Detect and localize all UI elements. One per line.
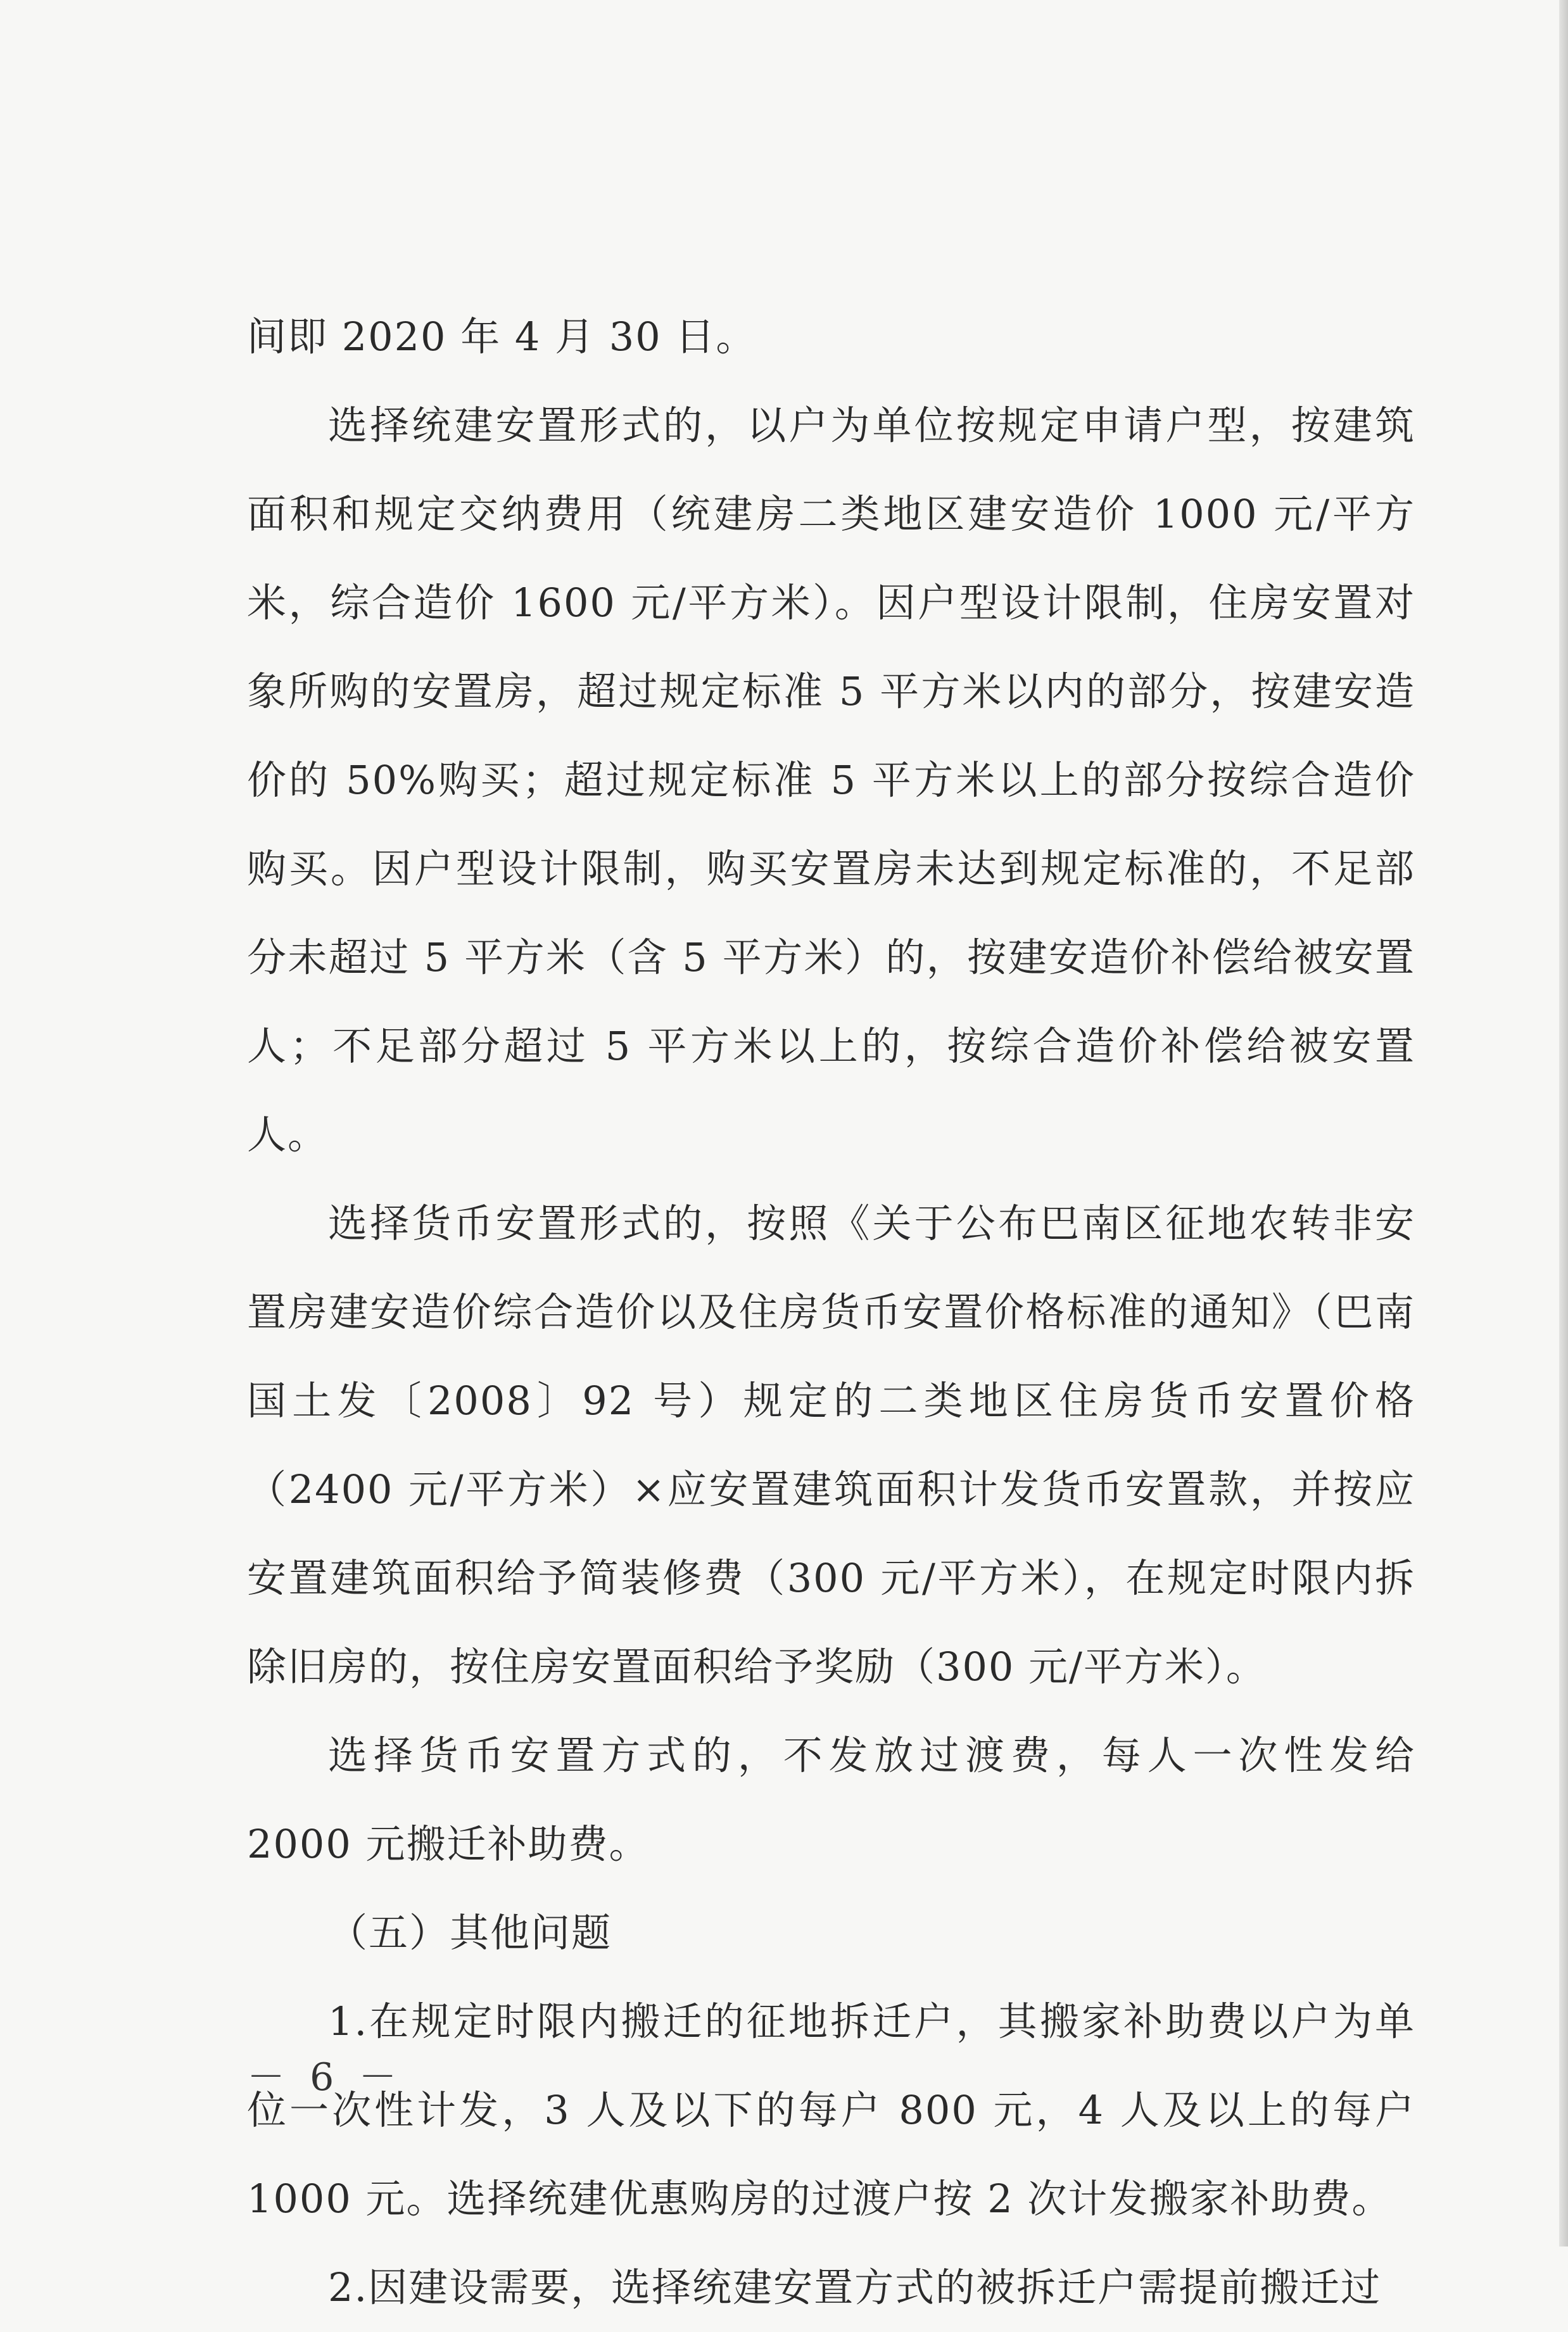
- paragraph-item-2: 2.因建设需要，选择统建安置方式的被拆迁户需提前搬迁过: [328, 2264, 1382, 2310]
- body-text: [247, 293, 1415, 2332]
- paragraph-item-1: 1.在规定时限内搬迁的征地拆迁户，其搬家补助费以户为单位一次性计发，3 人及以下的每户 800 元，4 人及以上的每户 1000 元。选择统建优惠购房的过渡户按 2 次计发搬家补助费。: [247, 1998, 1415, 2222]
- paragraph-monetary-resettlement: 选择货币安置形式的，按照《关于公布巴南区征地农转非安置房建安造价综合造价以及住房货币安置价格标准的通知》（巴南国土发〔2008〕92 号）规定的二类地区住房货币安置价格（2400 元/平方米）×应安置建筑面积计发货币安置款，并按应安置建筑面积给予简装修费（300 元/平方米），在规定时限内拆除旧房的，按住房安置面积给予奖励（300 元/平方米）。: [247, 1200, 1415, 1690]
- paragraph-date: 间即 2020 年 4 月 30 日。: [247, 314, 757, 360]
- page-number: － 6 －: [247, 2055, 403, 2100]
- paragraph-unified-resettlement: 选择统建安置形式的，以户为单位按规定申请户型，按建筑面积和规定交纳费用（统建房二类地区建安造价 1000 元/平方米，综合造价 1600 元/平方米）。因户型设计限制，住房安置对象所购的安置房，超过规定标准 5 平方米以内的部分，按建安造价的 50%购买；超过规定标准 5 平方米以上的部分按综合造价购买。因户型设计限制，购买安置房未达到规定标准的，不足部分未超过 5 平方米（含 5 平方米）的，按建安造价补偿给被安置人；不足部分超过 5 平方米以上的，按综合造价补偿给被安置人。: [247, 402, 1415, 1158]
- scan-edge: [1559, 0, 1568, 2246]
- paragraph-relocation-subsidy: 选择货币安置方式的，不发放过渡费，每人一次性发给 2000 元搬迁补助费。: [247, 1732, 1415, 1867]
- section-heading-other-issues: （五）其他问题: [328, 1910, 612, 1956]
